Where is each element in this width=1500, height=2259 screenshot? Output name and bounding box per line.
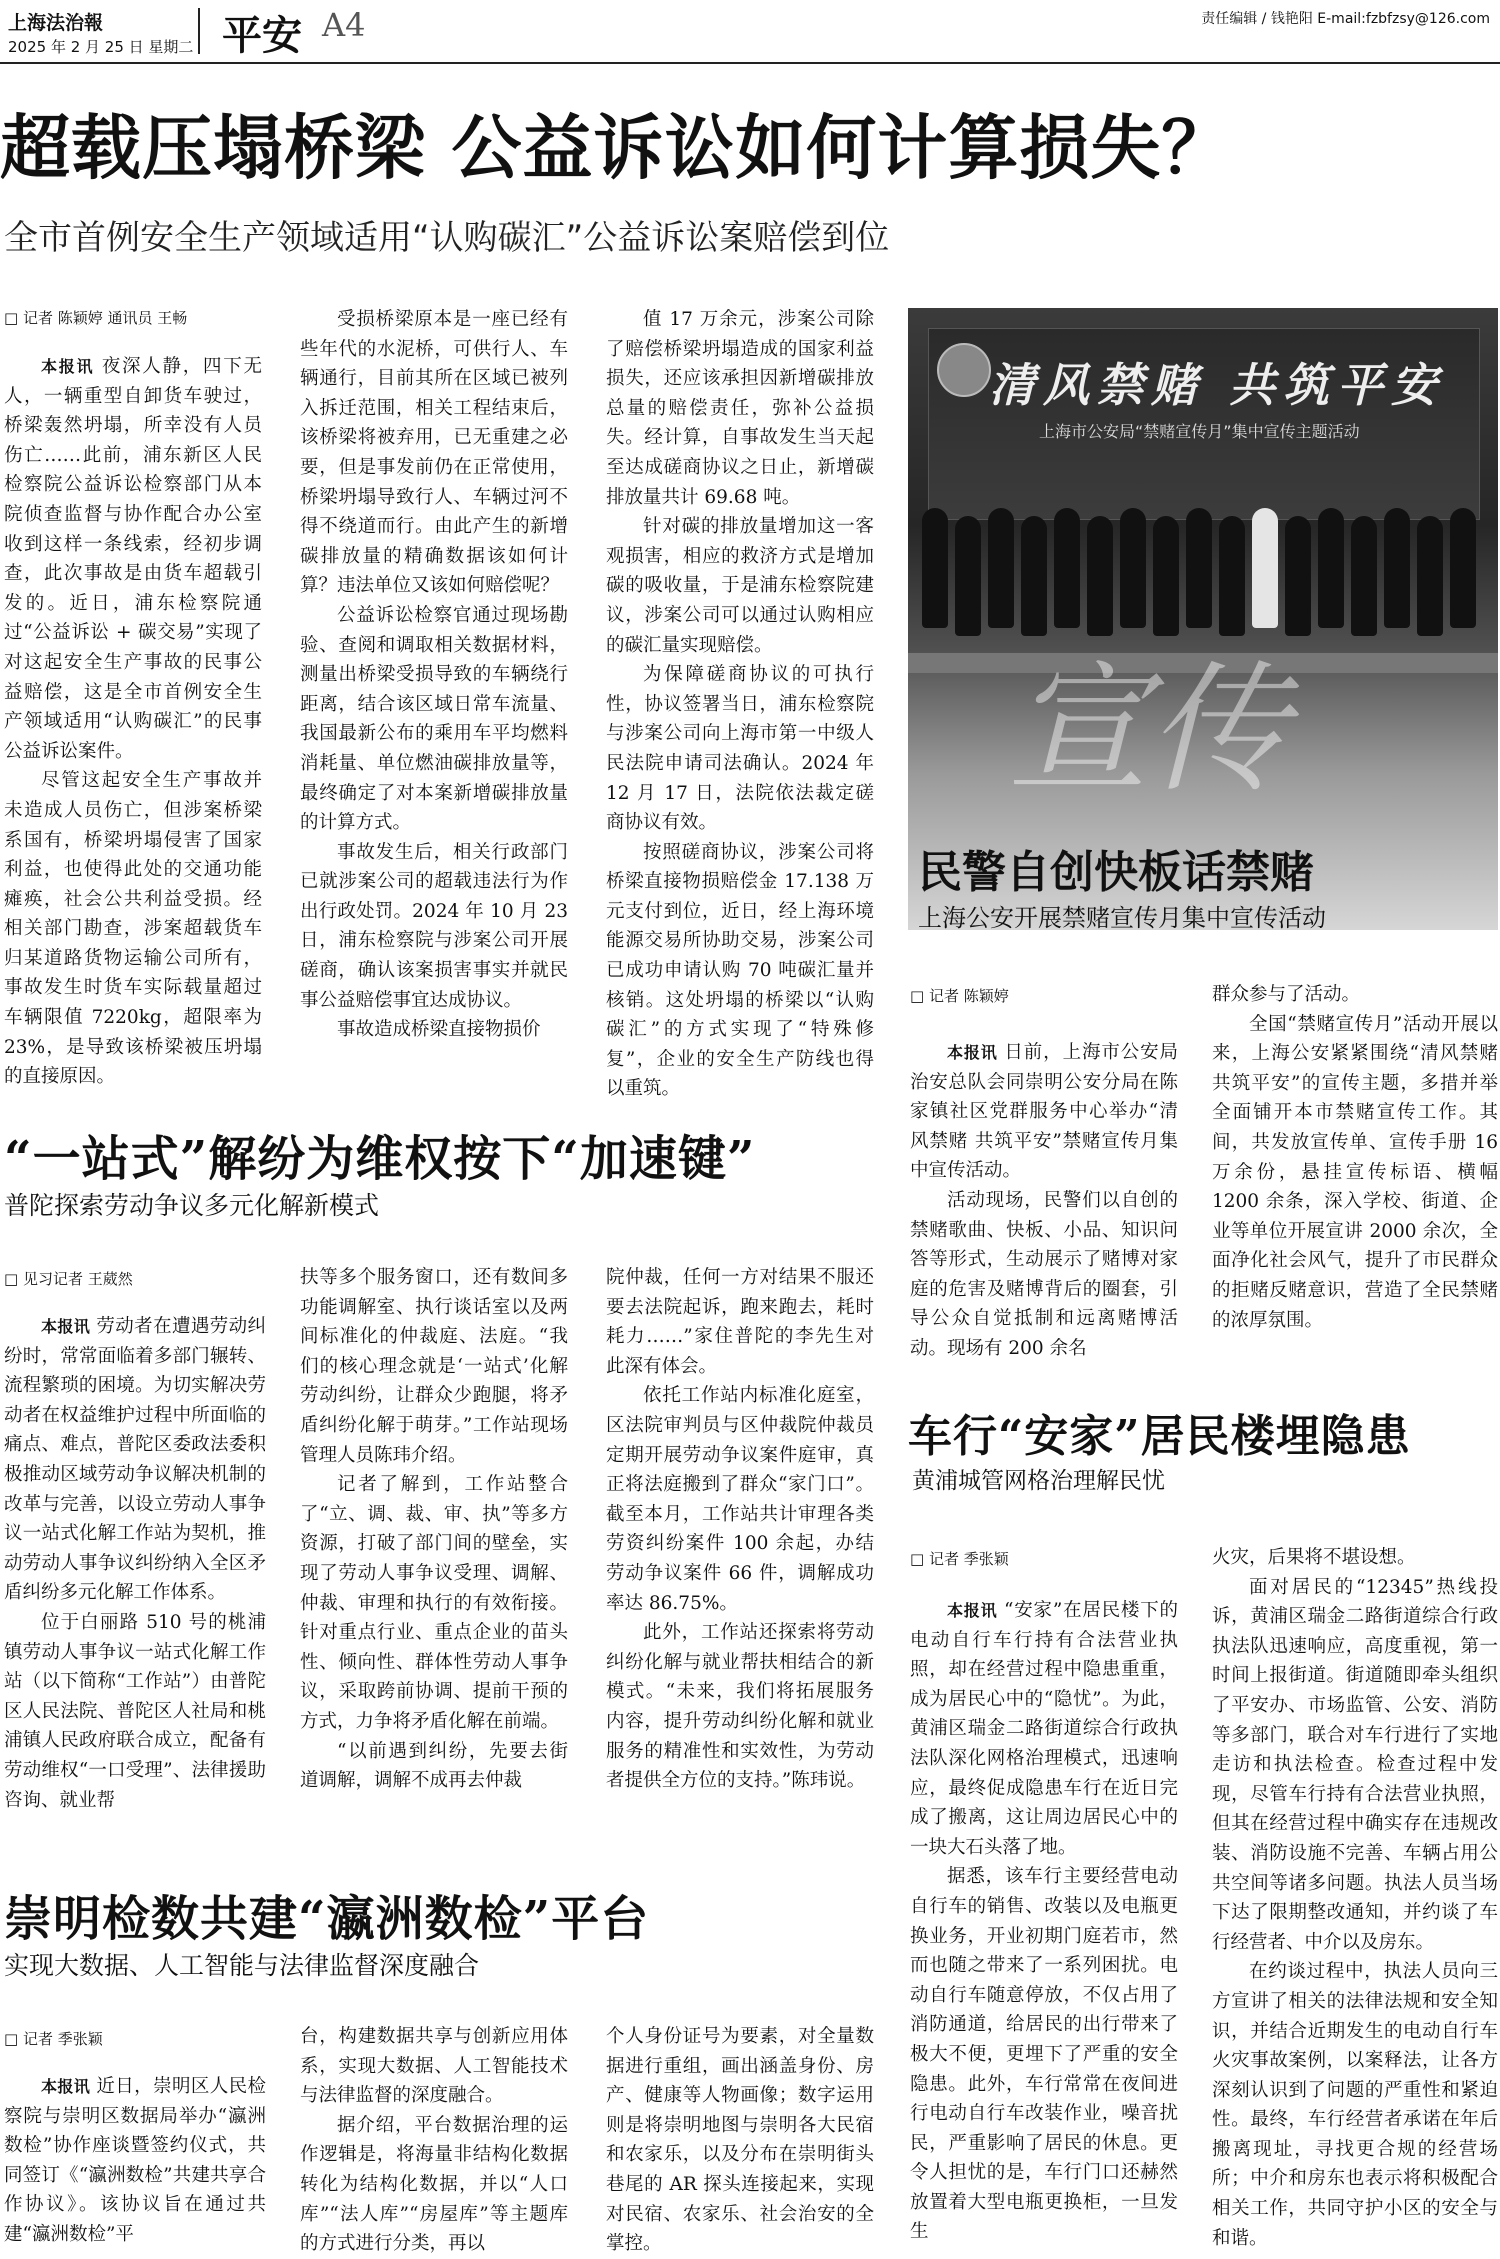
story4-byline: □ 记者 季张颖 <box>4 2030 103 2048</box>
paragraph: 为保障磋商协议的可执行性，协议签署当日，浦东检察院与涉案公司向上海市第一中级人民法院申请司法确认。2024 年 12 月 17 日，法院依法裁定磋商协议有效。 <box>606 664 874 834</box>
paragraph: 面对居民的“12345”热线投诉，黄浦区瑞金二路街道综合行政执法队迅速响应，高度重视，第一时间上报街道。街道随即牵头组织了平安办、市场监管、公安、消防等多部门，联合对车行进行了实地走访和执法检查。检查过程中发现，尽管车行持有合法营业执照，但其在经营过程中确实存在违规改装、消防设施不完善、车辆占用公共空间等诸多问题。执法人员当场下达了限期整改通知，并约谈了车行经营者、中介以及房东。 <box>1212 1576 1498 1953</box>
participant-figure <box>1252 508 1278 628</box>
paragraph: 本报讯 “安家”在居民楼下的电动自行车行持有合法营业执照，却在经营过程中隐患重重，成为居民心中的“隐忧”。为此，黄浦区瑞金二路街道综合行政执法队深化网格治理模式，迅速响应，最终促成隐患车行在近日完成了搬离，这让周边居民心中的一块大石头落了地。 <box>910 1600 1178 1858</box>
newspaper-name: 上海法治報 <box>8 12 104 34</box>
paragraph: “以前遇到纠纷，先要去街道调解，调解不成再去仲裁 <box>300 1740 568 1792</box>
dateline: 本报讯 <box>947 1601 998 1620</box>
photo-watermark: 宣传 <box>1008 649 1289 812</box>
story4-column-3 <box>606 2022 874 2255</box>
paragraph: 本报讯 日前，上海市公安局治安总队会同崇明公安分局在陈家镇社区党群服务中心举办“清风禁赌 共筑平安”禁赌宣传月集中宣传活动。 <box>910 1042 1178 1182</box>
issue-date: 2025 年 2 月 25 日 星期二 <box>8 38 194 56</box>
participant-figure <box>1054 508 1080 628</box>
photo-story-column-2 <box>1212 980 1498 1350</box>
story3-headline: 车行“安家”居民楼埋隐患 <box>908 1411 1411 1462</box>
story4-column-1 <box>4 2072 266 2248</box>
story2-subhead: 普陀探索劳动争议多元化解新模式 <box>4 1191 380 1220</box>
participant-figure <box>1120 508 1146 628</box>
story1-column-3 <box>606 305 874 1100</box>
dateline: 本报讯 <box>41 357 95 376</box>
participant-figure <box>1384 508 1410 628</box>
story3-column-1 <box>910 1596 1178 2246</box>
paragraph: 按照磋商协议，涉案公司将桥梁直接物损赔偿金 17.138 万元支付到位，近日，经上海环境能源交易所协助交易，涉案公司已成功申请认购 70 吨碳汇量并核销。这处坍塌的桥梁以“认购碳汇”的方式实现了“特殊修复”，企业的安全生产防线也得以重筑。 <box>606 841 874 1100</box>
participant-figure <box>1318 508 1344 628</box>
masthead-divider <box>198 8 200 54</box>
paragraph: 事故发生后，相关行政部门已就涉案公司的超载违法行为作出行政处罚。2024 年 10 月 23 日，浦东检察院与涉案公司开展磋商，确认该案损害事实并就民事公益赔偿事宜达成协议。 <box>300 841 568 1011</box>
paragraph: 事故造成桥梁直接物损价 <box>337 1019 541 1041</box>
paragraph: 记者了解到，工作站整合了“立、调、裁、审、执”等多方资源，打破了部门间的壁垒，实现了劳动人事争议受理、调解、仲裁、审理和执行的有效衔接。针对重点行业、重点企业的苗头性、倾向性、群体性劳动人事争议，采取跨前协调、提前干预的方式，力争将矛盾化解在前端。 <box>300 1474 568 1732</box>
paragraph: 活动现场，民警们以自创的禁赌歌曲、快板、小品、知识问答等形式，生动展示了赌博对家庭的危害及赌博背后的圈套，引导公众自觉抵制和远离赌博活动。现场有 200 余名 <box>910 1189 1178 1359</box>
page-number: A4 <box>322 6 366 44</box>
paragraph: 扶等多个服务窗口，还有数间多功能调解室、执行谈话室以及两间标准化的仲裁庭、法庭。“我们的核心理念就是‘一站式’化解劳动纠纷，让群众少跑腿，将矛盾纠纷化解于萌芽。”工作站现场管理人员陈玮介绍。 <box>300 1267 568 1466</box>
photo-story-title: 民警自创快板话禁赌 <box>918 847 1314 898</box>
paragraph: 全国“禁赌宣传月”活动开展以来，上海公安紧紧围绕“清风禁赌 共筑平安”的宣传主题，多措并举全面铺开本市禁赌宣传工作。其间，共发放宣传单、宣传手册 16 万余份，悬挂宣传标语、横幅 1200 余条，深入学校、街道、企业等单位开展宣讲 2000 余次，全面净化社会风气，提升了市民群众的拒赌反赌意识，营造了全民禁赌的浓厚氛围。 <box>1212 1013 1498 1331</box>
photo-story-byline: □ 记者 陈颖婷 <box>910 987 1009 1005</box>
dateline: 本报讯 <box>41 2077 91 2096</box>
participant-figure <box>1285 516 1311 636</box>
paragraph: 据介绍，平台数据治理的运作逻辑是，将海量非结构化数据转化为结构化数据，并以“人口库”“法人库”“房屋库”等主题库的方式进行分类，再以 <box>300 2114 568 2255</box>
paragraph: 依托工作站内标准化庭室，区法院审判员与区仲裁院仲裁员定期开展劳动争议案件庭审，真正将法庭搬到了群众“家门口”。截至本月，工作站共计审理各类劳资纠纷案件 100 余起，办结劳动争议案件 66 件，调解成功率达 86.75%。 <box>606 1385 874 1614</box>
story3-byline: □ 记者 季张颖 <box>910 1550 1009 1568</box>
photo-story-subtitle: 上海公安开展禁赌宣传月集中宣传活动 <box>918 904 1326 932</box>
story2-column-3 <box>606 1263 874 1873</box>
story2-headline: “一站式”解纷为维权按下“加速键” <box>4 1131 756 1187</box>
paragraph: 位于白丽路 510 号的桃浦镇劳动人事争议一站式化解工作站（以下简称“工作站”）由普陀区人民法院、普陀区人社局和桃浦镇人民政府联合成立，配备有劳动维权“一口受理”、法律援助咨询、就业帮 <box>4 1611 266 1811</box>
editor-info: 责任编辑 / 钱艳阳 E-mail:fzbfzsy@126.com <box>1201 11 1490 27</box>
dateline: 本报讯 <box>41 1317 91 1336</box>
participant-figure <box>1450 508 1476 628</box>
paragraph: 公益诉讼检察官通过现场勘验、查阅和调取相关数据材料，测量出桥梁受损导致的车辆绕行距离，结合该区域日常车流量、我国最新公布的乘用车平均燃料消耗量、单位燃油碳排放量等，最终确定了对本案新增碳排放量的计算方式。 <box>300 604 568 834</box>
paragraph: 本报讯 夜深人静，四下无人，一辆重型自卸货车驶过，桥梁轰然坍塌，所幸没有人员伤亡……此前，浦东新区人民检察院公益诉讼检察部门从本院侦查监督与协作配合办公室收到这样一条线索，经初步调查，此次事故是由货车超载引发的。近日，浦东检察院通过“公益诉讼 + 碳交易”实现了对这起安全生产事故的民事公益赔偿，这是全市首例安全生产领域适用“认购碳汇”的民事公益诉讼案件。 <box>4 356 262 762</box>
story1-byline: □ 记者 陈颖婷 通讯员 王畅 <box>4 309 188 327</box>
paragraph: 在约谈过程中，执法人员向三方宣讲了相关的法律法规和安全知识，并结合近期发生的电动自行车火灾事故案例，以案释法，让各方深刻认识到了问题的严重性和紧迫性。最终，车行经营者承诺在年后搬离现址，寻找更合规的经营场所；中介和房东也表示将积极配合相关工作，共同守护小区的安全与和谐。 <box>1212 1961 1498 2249</box>
participant-figure <box>922 508 948 628</box>
police-emblem-icon <box>937 343 991 397</box>
paragraph: 此外，工作站还探索将劳动纠纷化解与就业帮扶相结合的新模式。“未来，我们将拓展服务内容，提升劳动纠纷化解和就业服务的精准性和实效性，为劳动者提供全方位的支持。”陈玮说。 <box>606 1622 874 1792</box>
event-photo <box>908 308 1498 930</box>
banner-slogan: 清风禁赌 共筑平安 <box>989 358 1446 412</box>
story2-byline: □ 见习记者 王葳然 <box>4 1270 133 1288</box>
paragraph: 值 17 万余元，涉案公司除了赔偿桥梁坍塌造成的国家利益损失，还应该承担因新增碳排放总量的赔偿责任，弥补公益损失。经计算，自事故发生当天起至达成磋商协议之日止，新增碳排放量共计 69.68 吨。 <box>606 309 874 508</box>
story4-column-2 <box>300 2022 568 2255</box>
paragraph: 院仲裁，任何一方对结果不服还要去法院起诉，跑来跑去，耗时耗力……”家住普陀的李先生对此深有体会。 <box>606 1267 874 1377</box>
story3-subhead: 黄浦城管网格治理解民忧 <box>912 1468 1165 1494</box>
paragraph: 本报讯 劳动者在遭遇劳动纠纷时，常常面临着多部门辗转、流程繁琐的困境。为切实解决劳动者在权益维护过程中所面临的痛点、难点，普陀区委政法委积极推动区域劳动争议解决机制的改革与完善，以设立劳动人事争议一站式化解工作站为契机，推动劳动人事争议纠纷纳入全区矛盾纠纷多元化解工作体系。 <box>4 1316 266 1604</box>
story2-column-1 <box>4 1312 266 1872</box>
photo-story-column-1 <box>910 1038 1178 1359</box>
paragraph: 本报讯 近日，崇明区人民检察院与崇明区数据局举办“瀛洲数检”协作座谈暨签约仪式，共同签订《“瀛洲数检”共建共享合作协议》。该协议旨在通过共建“瀛洲数检”平 <box>4 2076 266 2245</box>
participant-figure <box>1186 508 1212 628</box>
story4-headline: 崇明检数共建“瀛洲数检”平台 <box>4 1891 650 1947</box>
dateline: 本报讯 <box>947 1043 998 1062</box>
story4-subhead: 实现大数据、人工智能与法律监督深度融合 <box>4 1951 480 1980</box>
section-name: 平安 <box>222 12 302 59</box>
stage-banner <box>928 328 1480 520</box>
paragraph: 尽管这起安全生产事故并未造成人员伤亡，但涉案桥梁系国有，桥梁坍塌侵害了国家利益，也使得此处的交通功能瘫痪，社会公共利益受损。经相关部门勘查，涉案超载货车归某道路货物运输公司所有，事故发生时货车实际载量超过车辆限值 7220kg，超限率为 23%，是导致该桥梁被压坍塌的直接原因。 <box>4 770 262 1088</box>
participant-figure <box>988 508 1014 628</box>
paragraph: 台，构建数据共享与创新应用体系，实现大数据、人工智能技术与法律监督的深度融合。 <box>300 2026 568 2107</box>
paragraph: 个人身份证号为要素，对全量数据进行重组，画出涵盖身份、房产、健康等人物画像；数字运用则是将崇明地图与崇明各大民宿和农家乐，以及分布在崇明街头巷尾的 AR 探头连接起来，实现对民宿、农家乐、社会治安的全掌控。 <box>606 2026 874 2255</box>
participant-figure <box>1417 516 1443 636</box>
paragraph: 受损桥梁原本是一座已经有些年代的水泥桥，可供行人、车辆通行，目前其所在区域已被列入拆迁范围，相关工程结束后，该桥梁将被弃用，已无重建之必要，但是事发前仍在正常使用，桥梁坍塌导致行人、车辆过河不得不绕道而行。由此产生的新增碳排放量的精确数据该如何计算？违法单位又该如何赔偿呢？ <box>300 309 568 597</box>
paragraph: 火灾，后果将不堪设想。 <box>1212 1547 1416 1568</box>
banner-event-title: 上海市公安局“禁赌宣传月”集中宣传主题活动 <box>1039 422 1360 441</box>
story1-headline: 超载压塌桥梁 公益诉讼如何计算损失？ <box>0 106 1233 189</box>
story1-column-2 <box>300 305 568 1070</box>
participant-figure <box>1351 516 1377 636</box>
paragraph: 针对碳的排放量增加这一客观损害，相应的救济方式是增加碳的吸收量，于是浦东检察院建议，涉案公司可以通过认购相应的碳汇量实现赔偿。 <box>606 516 874 656</box>
story1-subhead: 全市首例安全生产领域适用“认购碳汇”公益诉讼案赔偿到位 <box>4 218 890 258</box>
participant-figure <box>955 516 981 636</box>
story1-column-1 <box>4 352 262 1088</box>
story2-column-2 <box>300 1263 568 1873</box>
paragraph: 据悉，该车行主要经营电动自行车的销售、改装以及电瓶更换业务，开业初期门庭若市，然而也随之带来了一系列困扰。电动自行车随意停放，不仅占用了消防通道，给居民的出行带来了极大不便，更埋下了严重的安全隐患。此外，车行常常在夜间进行电动自行车改装作业，噪音扰民，严重影响了居民的休息。更令人担忧的是，车行门口还赫然放置着大型电瓶更换柜，一旦发生 <box>910 1866 1178 2243</box>
story3-column-2 <box>1212 1543 1498 2249</box>
paragraph: 群众参与了活动。 <box>1212 984 1361 1005</box>
masthead <box>0 0 1500 64</box>
